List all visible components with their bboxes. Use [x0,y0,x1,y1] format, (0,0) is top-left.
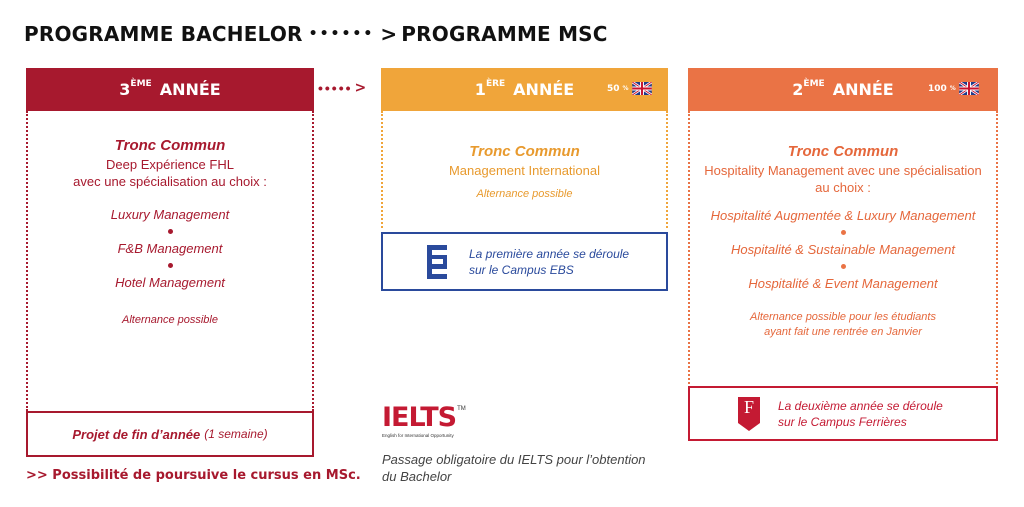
year-number: 2 [792,80,804,99]
alternance-note: Alternance possible [121,314,218,326]
specialization-2: Hospitalité & Sustainable Management [730,242,956,257]
msc-year1-column [381,68,668,228]
msc-year2-column [688,68,998,384]
badge-percent: 100 [928,83,947,94]
ebs-logo-icon [427,245,447,279]
uk-flag-icon [632,82,652,95]
bullet-dot [168,229,173,234]
project-duration: (1 semaine) [204,427,268,441]
year-word: ANNÉE [832,80,894,99]
page-title [24,20,608,48]
year-number: 1 [474,80,486,99]
project-title: Projet de fin d’année [72,426,201,442]
ielts-text-line1: Passage obligatoire du IELTS pour l’obtention [382,452,646,467]
callout-line1: La première année se déroule [469,246,630,261]
subtitle-line1: Deep Expérience FHL [106,157,234,172]
ferrieres-logo-letter: F [743,397,754,417]
alternance-note-line2: ayant fait une rentrée en Janvier [764,326,922,338]
year-suffix: ÈRE [485,78,506,89]
year-word: ANNÉE [513,80,575,99]
project-box [26,411,314,457]
ielts-trademark: TM [457,406,466,412]
campus-ferrieres-callout [688,386,998,441]
bachelor-year3-body [26,111,314,411]
specialization-1: Luxury Management [110,207,230,222]
year-word: ANNÉE [159,80,221,99]
callout-line2: sur le Campus EBS [469,262,574,277]
bullet-dot [841,264,846,269]
continue-msc-note: >> Possibilité de poursuive le cursus en MSc. [26,468,361,483]
subtitle-line1: Hospitality Management avec une spécialisation [704,163,982,178]
callout-line1: La deuxième année se déroule [778,398,943,413]
year-number: 3 [119,80,131,99]
ielts-requirement-text [382,451,646,485]
msc-year2-body [688,111,998,384]
badge-percent-sign: % [622,85,629,92]
ielts-logo [382,404,466,438]
badge-percent: 50 [607,83,620,94]
alternance-note: Alternance possible [476,188,573,200]
subtitle-line2: au choix : [815,180,871,195]
campus-ebs-callout [381,232,668,291]
specialization-1: Hospitalité Augmentée & Luxury Management [710,208,976,223]
english-percentage-badge [607,82,652,95]
title-dots: •••••• [308,26,375,42]
specialization-2: F&B Management [117,241,223,256]
ielts-tagline: English for International Opportunity [382,433,454,438]
title-bachelor: PROGRAMME BACHELOR [24,22,303,46]
bullet-dot [168,263,173,268]
connector-arrow [318,80,368,96]
alternance-note-line1: Alternance possible pour les étudiants [750,311,936,323]
year-suffix: ÈME [803,78,825,89]
subtitle: Management International [448,163,601,178]
specialization-3: Hospitalité & Event Management [748,276,938,291]
tronc-commun-title: Tronc Commun [469,143,580,160]
callout-line2: sur le Campus Ferrières [778,414,907,429]
uk-flag-icon [959,82,979,95]
connector-dots: ••••• [318,80,353,96]
bachelor-year3-column [26,68,314,468]
campus-ferrieres-text [778,398,943,430]
tronc-commun-title: Tronc Commun [787,143,899,160]
english-percentage-badge [928,82,979,95]
tronc-commun-title: Tronc Commun [114,137,226,154]
title-msc: PROGRAMME MSC [401,22,608,46]
campus-ebs-text [469,246,629,278]
connector-arrowhead: > [354,80,369,96]
year-suffix: ÈME [130,78,152,89]
badge-percent-sign: % [949,85,956,92]
subtitle-line2: avec une spécialisation au choix : [73,174,267,189]
bachelor-year3-header [26,68,314,111]
title-arrow: > [380,22,398,46]
ielts-text-line2: du Bachelor [382,469,452,484]
msc-year1-body [381,111,668,228]
ielts-wordmark: IELTS [382,402,457,433]
bullet-dot [841,230,846,235]
specialization-3: Hotel Management [115,275,225,290]
